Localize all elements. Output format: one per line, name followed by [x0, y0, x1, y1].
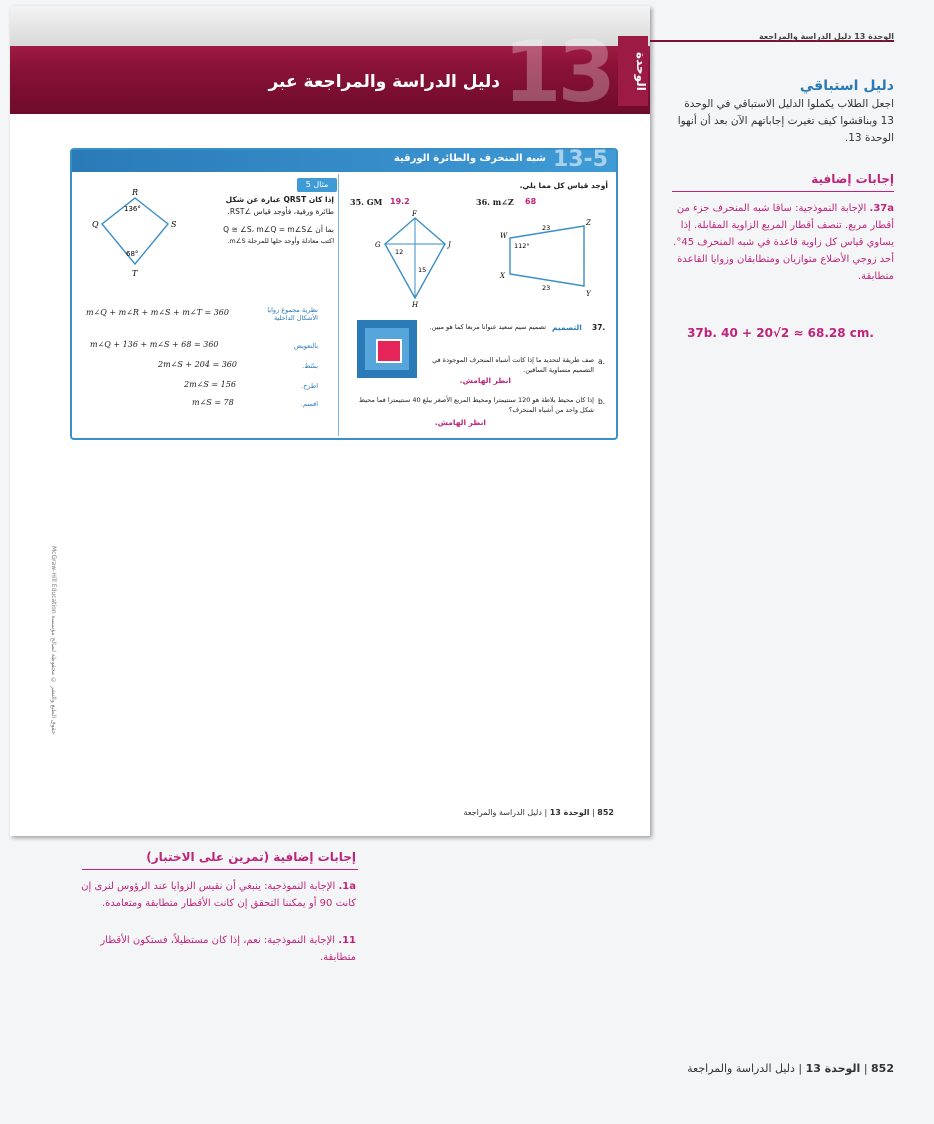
answer-37a-label: 37a.	[869, 203, 894, 214]
practice-answers-rule	[82, 869, 358, 870]
answer-1a-label: 1a.	[338, 881, 356, 892]
ex37a-text: صف طريقة لتحديد ما إذا كانت أشباه المنحرف الموجودة في التصميم متساوية الساقين.	[432, 356, 594, 374]
lesson-header	[72, 147, 616, 172]
step-3-eq: 2m∠S + 204 = 360	[158, 360, 237, 369]
ex37a-see-margin: انظر الهامش.	[459, 376, 511, 385]
footer-unit: الوحدة 13	[805, 1062, 861, 1075]
ex35-label: 35. GM	[350, 197, 383, 207]
step-4-eq: 2m∠S = 156	[184, 380, 236, 389]
answer-37a-text: الإجابة النموذجية: ساقا شبه المنحرف جزء من أقطار مربع. تنصف أقطار المربع الزاوية المقابلة. إذا يساوي قياس كل زاوية قاعدة في شبه المنحرف 45°. أحد زوجي الأضلاع متوازيان ومتطابقان وزوايا القاعدة متطابقة.	[673, 203, 894, 282]
lesson-number: 13-5	[552, 147, 608, 172]
answer-1a	[76, 878, 356, 912]
label-t: T	[132, 269, 138, 278]
example-prompt-1: إذا كان QRST عبارة عن شكل	[225, 195, 334, 204]
footer-chapter-name: دليل الدراسة والمراجعة	[687, 1062, 795, 1075]
page-footer: 852 | الوحدة 13 | دليل الدراسة والمراجعة	[687, 1062, 894, 1075]
inner-footer-name: دليل الدراسة والمراجعة	[463, 808, 542, 817]
tile-design-center	[376, 339, 402, 363]
inner-footer-page: 852	[597, 808, 614, 817]
preparation-guide-title: دليل استباقي	[799, 78, 894, 94]
step-2-reason: بالتعويض	[294, 342, 318, 350]
page-title: دليل الدراسة والمراجعة عبر	[268, 72, 500, 92]
answer-37a	[670, 200, 894, 285]
answer-11	[76, 932, 356, 966]
example-prompt-2: طائرة ورقية، فأوجد قياس ∠RST.	[227, 207, 334, 216]
inner-footer: 852 | الوحدة 13 | دليل الدراسة والمراجعة	[463, 808, 614, 817]
label-g: G	[375, 241, 381, 249]
footer-page-number: 852	[871, 1062, 894, 1075]
inner-footer-unit: الوحدة 13	[549, 808, 590, 817]
running-head: الوحدة 13 دليل الدراسة والمراجعة	[758, 32, 894, 41]
additional-answers-rule	[672, 191, 894, 192]
ex37b-label: b.	[598, 397, 606, 406]
step-4-reason: اطرح.	[301, 382, 318, 390]
chapter-side-word: الوحدة	[618, 36, 648, 106]
kite-qrst-figure	[80, 186, 190, 286]
label-j: J	[448, 241, 451, 249]
answer-11-text: الإجابة النموذجية: نعم، إذا كان مستطيلاً، فستكون الأقطار متطابقة.	[100, 935, 356, 963]
label-h: H	[412, 301, 419, 309]
label-q: Q	[92, 220, 99, 229]
label-x: X	[500, 272, 505, 280]
copyright-notice: McGraw-Hill Education حقوق الطبع والنشر © محفوظة لصالح مؤسسة	[50, 546, 57, 735]
example-instruction: اكتب معادلة وأوجد حلها للمرحلة m∠S.	[227, 237, 334, 245]
chapter-number: 13	[503, 23, 612, 121]
lesson-title: شبه المنحرف والطائرة الورقية	[393, 153, 546, 164]
additional-answers-title: إجابات إضافية	[811, 172, 894, 186]
step-1-reason: نظرية مجموع زوايا الأشكال الداخلية	[267, 306, 318, 322]
ex37-label: التصميم	[552, 323, 582, 332]
kite-fgjh-figure	[367, 210, 457, 310]
step-1-eq: m∠Q + m∠R + m∠S + m∠T = 360	[86, 308, 229, 317]
ex37b-see-margin: انظر الهامش.	[434, 418, 486, 427]
preparation-guide-text: اجعل الطلاب يكملوا الدليل الاستباقي في الوحدة 13 وبناقشوا كيف تغيرت إجاباتهم الآن بعد أن أنهوا الوحدة 13.	[677, 98, 894, 144]
label-r: R	[132, 188, 139, 197]
label-angle-68: 68°	[126, 250, 139, 258]
answer-11-label: 11.	[338, 935, 356, 946]
label-s: S	[171, 220, 177, 229]
example-given: بما أن ∠Q ≅ ∠S، m∠Q = m∠S	[223, 225, 334, 234]
lesson-box	[70, 148, 618, 440]
ex36-answer: 68	[525, 197, 537, 206]
trapezoid-outline	[510, 226, 584, 286]
label-23-bottom: 23	[542, 284, 551, 292]
answer-1a-text: الإجابة النموذجية: ينبغي أن نقيس الزوايا عند الرؤوس لنرى إن كانت 90 أو يمكننا التحقق إن كانت الأقطار متطابقة ومتعامدة.	[81, 881, 356, 909]
label-y: Y	[586, 290, 591, 298]
example-badge: مثال 5	[297, 178, 337, 192]
practice-answers-title: إجابات إضافية (تمرين على الاختبار)	[146, 850, 356, 864]
ex36-label: 36. m∠Z	[476, 197, 514, 207]
inner-page	[10, 6, 650, 836]
label-f: F	[412, 210, 417, 218]
trapezoid-figure	[492, 216, 602, 306]
label-z: Z	[586, 219, 591, 227]
step-3-reason: بسّط.	[302, 362, 318, 370]
ex37-text: تصميم سيم سعيد عنوانا مربعا كما هو مبين.	[429, 323, 546, 331]
answer-37b: 37b. 40 + 20√2 ≈ 68.28 cm.	[687, 326, 874, 340]
ex37a-label: a.	[598, 357, 605, 366]
step-5-eq: m∠S = 78	[192, 398, 234, 407]
label-w: W	[500, 232, 508, 240]
step-5-reason: اقسم.	[300, 400, 318, 408]
step-2-eq: m∠Q + 136 + m∠S + 68 = 360	[90, 340, 219, 349]
label-15: 15	[418, 266, 427, 274]
exercises-intro: أوجد قياس كل مما يلي.	[519, 181, 608, 190]
label-23-top: 23	[542, 224, 551, 232]
label-angle-112: 112°	[514, 242, 530, 250]
ex35-answer: 19.2	[390, 197, 410, 206]
label-angle-136: 136°	[124, 205, 141, 213]
ex37b-text: إذا كان محيط بلاطة هو 120 سنتيمترا ومحيط المربع الأصغر يبلغ 40 سنتيمترا فما محيط شكل واحد من أشباه المنحرف؟	[359, 396, 594, 414]
ex37-number: 37.	[592, 323, 606, 332]
label-12: 12	[395, 248, 404, 256]
column-divider	[338, 174, 339, 436]
